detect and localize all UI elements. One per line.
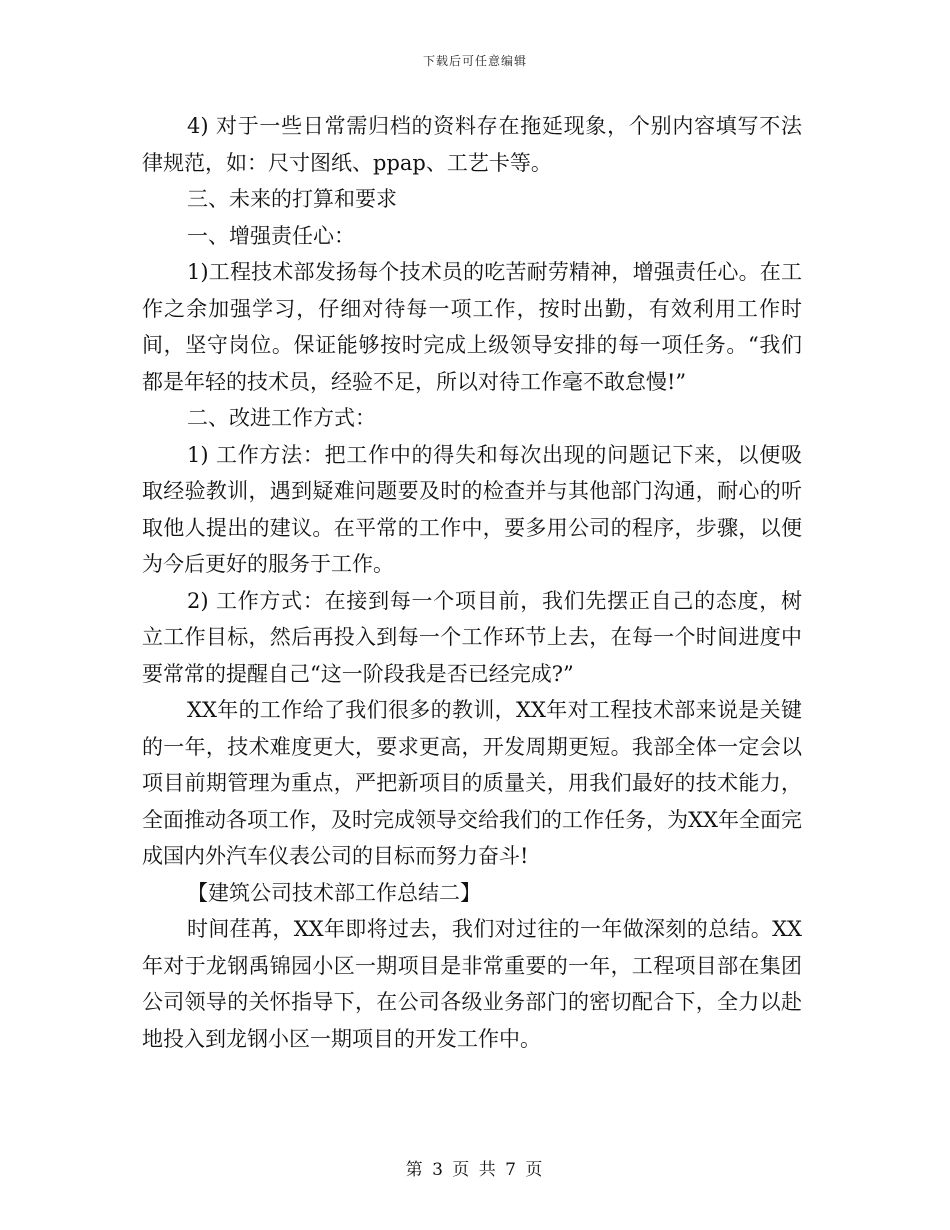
paragraph-summary-two-intro: 时间荏苒，XX年即将过去，我们对过往的一年做深刻的总结。XX年对于龙钢禹锦园小区一期项目是非常重要的一年，工程项目部在集团公司领导的关怀指导下，在公司各级业务部门的密切配合下，全力以赴地投入到龙钢小区一期项目的开发工作中。 <box>142 917 802 1051</box>
subheading-responsibility: 一、增强责任心： <box>187 223 355 248</box>
document-body <box>142 108 802 1057</box>
paragraph-archive-issue: 4) 对于一些日常需归档的资料存在拖延现象，个别内容填写不法律规范，如：尺寸图纸、ppap、工艺卡等。 <box>142 114 802 175</box>
paragraph-responsibility: 1)工程技术部发扬每个技术员的吃苦耐劳精神，增强责任心。在工作之余加强学习，仔细对待每一项工作，按时出勤，有效利用工作时间，坚守岗位。保证能够按时完成上级领导安排的每一项任务。“我们都是年轻的技术员，经验不足，所以对待工作毫不敢怠慢!” <box>142 260 802 394</box>
paragraph-work-style: 2) 工作方式：在接到每一个项目前，我们先摆正自己的态度，树立工作目标，然后再投入到每一个工作环节上去，在每一个时间进度中要常常的提醒自己“这一阶段我是否已经完成?” <box>142 588 802 686</box>
page-number: 第 3 页 共 7 页 <box>405 1160 545 1180</box>
section-title-summary-two: 【建筑公司技术部工作总结二】 <box>187 880 481 905</box>
page-header: 下载后可任意编辑 <box>422 54 527 68</box>
subheading-improve-work: 二、改进工作方式： <box>187 406 376 430</box>
paragraph-year-summary: XX年的工作给了我们很多的教训，XX年对工程技术部来说是关键的一年，技术难度更大，要求更高，开发周期更短。我部全体一定会以项目前期管理为重点，严把新项目的质量关，用我们最好的技术能力，全面推动各项工作，及时完成领导交给我们的工作任务，为XX年全面完成国内外汽车仪表公司的目标而努力奋斗! <box>142 698 802 868</box>
paragraph-work-method: 1) 工作方法：把工作中的得失和每次出现的问题记下来，以便吸取经验教训，遇到疑难问题要及时的检查并与其他部门沟通，耐心的听取他人提出的建议。在平常的工作中，要多用公司的程序，步骤，以便为今后更好的服务于工作。 <box>142 442 802 576</box>
section-heading-future-plans: 三、未来的打算和要求 <box>187 187 397 211</box>
